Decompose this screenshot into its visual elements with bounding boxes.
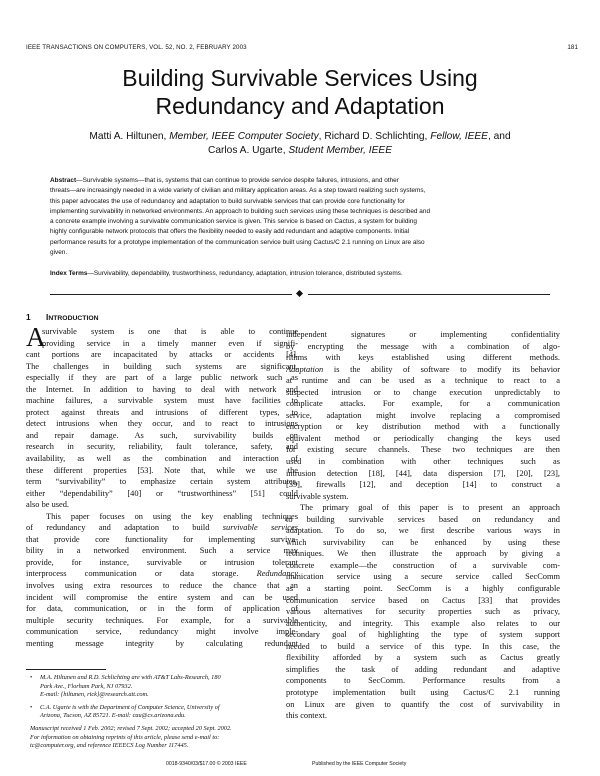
body-line: communication service, redundancy might involve imple- (26, 627, 298, 637)
body-line: availability, as well as the combination and interaction of (26, 454, 298, 464)
body-line: cant portions are incapacitated by attacks or accidents [4]. (26, 350, 298, 360)
body-line: multiple security techniques. For example, for a survivable (26, 615, 298, 625)
section-heading (26, 312, 99, 322)
body-line: at runtime and can be used as a technique to react to a (286, 376, 560, 386)
body-line: on Linux are given to quantify the cost of survivability in (286, 699, 560, 709)
body-line: complicate attacks. For example, for a communication (286, 399, 560, 409)
abstract-line: implementing survivability in networked environments. An approach to building such services using these techniques is described and (50, 207, 431, 215)
divider-rule-left (50, 294, 292, 295)
body-line: of redundancy and adaptation to build survivable services (26, 523, 298, 533)
body-line: communication service based on Cactus [33] that provides (286, 595, 560, 605)
body-line: these different properties [53]. Note that, while we use the (26, 465, 298, 475)
author-1-name: Matti A. Hiltunen, (89, 131, 170, 142)
body-line: adaptation. To do so, we first describe various ways in (286, 526, 560, 536)
section-title-initial: I (46, 312, 49, 322)
body-line: independent signatures or implementing confidentiality (286, 330, 560, 339)
abstract-label: Abstract (50, 177, 77, 184)
body-line: detect intrusions when they occur, and to react to intrusions (26, 419, 298, 429)
footnote-line: Park Ave., Florham Park, NJ 07932. (40, 682, 133, 690)
footnote-line: • C.A. Ugarte is with the Department of Computer Science, University of (30, 703, 220, 711)
author-separator: , and (487, 131, 511, 142)
body-line: prototype implementation built using Cactus/C 2.1 running (286, 687, 560, 697)
body-line: encryption or key distribution method with a functionally (286, 422, 560, 432)
body-line: munication service using a secure service called SecComm (286, 572, 560, 582)
abstract-line: a concrete example involving a survivable communication service is given. This service is based on Cactus, a system for building (50, 218, 417, 226)
body-line: by encrypting the message with a combination of algo- (286, 341, 560, 351)
footnotes (30, 674, 298, 751)
body-line: either “dependability” [40] or “trustworthiness” [51] could (26, 488, 298, 498)
body-line: simplifies the task of adding redundant and adaptive (286, 664, 560, 674)
body-line: machine failures, a survivable system must have facilities to (26, 396, 298, 406)
footnote-rule (26, 669, 106, 670)
index-terms (50, 269, 550, 279)
index-terms-text: —Survivability, dependability, trustworthiness, redundancy, adaptation, intrusion tolerance, distributed systems. (87, 270, 403, 277)
body-line: techniques. We then illustrate the approach by giving a (286, 549, 560, 559)
body-line: research in security, reliability, fault tolerance, safety, and (26, 442, 298, 452)
footnote-line: E-mail: {hiltunen, rick}@research.att.com. (40, 691, 149, 699)
abstract-line: Abstract—Survivable systems—that is, systems that can continue to provide service despite failures, intrusions, and other (50, 177, 399, 184)
section-divider (50, 289, 550, 299)
left-column (26, 322, 298, 649)
body-line: The primary goal of this paper is to present an approach (300, 503, 560, 513)
abstract-line: threats—are increasingly needed in a wide variety of civilian and military application areas. As a step toward realizing such systems, (50, 187, 426, 195)
body-line: equivalent method or periodically changing the keys used (286, 433, 560, 443)
body-line: and repair damage. As such, survivability builds on (26, 430, 298, 440)
body-line: especially if they are part of a large public network such as (26, 373, 298, 383)
body-line: intrusion detection [18], [44], data dispersion [7], [20], [23], (286, 468, 560, 478)
paper-title (40, 64, 560, 120)
body-line: The challenges in building such systems are significant, (26, 361, 298, 371)
diamond-icon (296, 290, 303, 297)
section-number: 1 (26, 312, 31, 322)
section-title-rest: NTRODUCTION (48, 315, 99, 322)
body-line: service, adaptation might involve replacing a compromised (286, 410, 560, 420)
abstract-line: this paper advocates the use of redundancy and adaptation to build survivable services that can provide core functionality for (50, 197, 405, 205)
body-line: provide, for instance, survivable or intrusion tolerant (26, 557, 298, 567)
author-2-name: , Richard D. Schlichting, (318, 131, 431, 142)
body-line: Adaptation is the ability of software to modify its behavior (286, 364, 560, 374)
title-line-2: Redundancy and Adaptation (155, 93, 445, 119)
author-3-affiliation: Student Member, IEEE (288, 145, 393, 156)
index-terms-label: Index Terms (50, 270, 88, 277)
body-line: needed to build a service of this type. In this case, the (286, 641, 560, 651)
body-line: suspected intrusion or to change execution unpredictably to (286, 387, 560, 397)
manuscript-line: Manuscript received 1 Feb. 2002; revised 7 Sept. 2002; accepted 20 Sept. 2002. (30, 724, 232, 732)
body-line: menting message integrity by calculating redundant (26, 638, 298, 648)
body-line: concrete example—the construction of a survivable com- (286, 560, 560, 570)
body-line: that provide core functionality for implementing surviva- (26, 534, 298, 544)
author-line-1 (89, 131, 510, 142)
body-line: this context. (286, 711, 327, 721)
title-line-1: Building Survivable Services Using (122, 65, 478, 91)
body-line: flexibility afforded by a system such as Cactus greatly (286, 653, 560, 663)
body-line: as a starting point. SecComm is a highly configurable (286, 584, 560, 594)
footnote-line: • M.A. Hiltunen and R.D. Schlichting are with AT&T Labs-Research, 180 (30, 674, 221, 681)
body-line: term “survivability” to emphasize certain system attributes, (26, 477, 298, 487)
body-line: also be used. (26, 500, 70, 510)
publisher-line: Published by the IEEE Computer Society (312, 761, 407, 767)
body-line: components to SecComm. Performance results from a (286, 676, 560, 686)
right-column (286, 329, 560, 722)
body-line: authenticity, and integrity. This example also relates to our (286, 618, 560, 628)
abstract (50, 176, 550, 258)
page-number: 181 (567, 44, 578, 51)
body-line: used in combination with other techniques such as (286, 457, 560, 467)
body-line: survivable system is one that is able to continue (42, 327, 298, 336)
author-1-affiliation: Member, IEEE Computer Society (169, 131, 319, 142)
abstract-line: performance results for a prototype implementation of the communication service built using Cactus/C 2.1 running on Linux are also (50, 238, 425, 246)
abstract-line: highly configurable network protocols that offers the flexibility needed to easily add redundant and adaptive components. Initial (50, 228, 410, 236)
body-line: interprocess communication or data storage. Redundancy (26, 569, 298, 579)
author-list (40, 130, 560, 158)
body-line: This paper focuses on using the key enabling techniques (46, 511, 298, 521)
issn-copyright: 0018-9340/03/$17.00 © 2003 IEEE (166, 761, 247, 767)
divider-rule-right (308, 294, 550, 295)
footnote-line: Arizona, Tucson, AZ 85721. E-mail: cau@cs.arizona.edu. (40, 712, 186, 720)
body-line: incident will compromise the entire system and can be used (26, 592, 298, 602)
abstract-line: given. (50, 249, 68, 257)
drop-cap: A (26, 322, 46, 352)
body-line: for existing secure channels. These two techniques are then (286, 445, 560, 455)
body-line: for data, communication, or in the form of application of (26, 604, 298, 614)
author-line-2 (208, 145, 392, 156)
body-line: protect against threats and intrusions of different types, to (26, 407, 298, 417)
author-2-affiliation: Fellow, IEEE (430, 131, 488, 142)
manuscript-line: tc@computer.org, and reference IEEECS Log Number 117445. (30, 742, 189, 750)
body-line: involves using extra resources to reduce the chance that an (26, 581, 298, 591)
body-line: which survivability can be enhanced by using these (286, 537, 560, 547)
author-3-name: Carlos A. Ugarte, (207, 145, 289, 156)
body-line: rithms with keys established using different methods. (286, 353, 560, 363)
body-line: survivable system. (286, 491, 349, 501)
bullet-icon: • (30, 703, 33, 711)
body-line: bility in a networked environment. Such a service may (26, 546, 298, 556)
body-line: to building survivable services based on redundancy and (286, 514, 560, 524)
bullet-icon: • (30, 674, 33, 681)
body-line: [39], firewalls [12], and deception [14] to construct a (286, 480, 560, 490)
manuscript-line: For information on obtaining reprints of this article, please send e-mail to: (30, 733, 220, 741)
body-line: various alternatives for security properties such as privacy, (286, 607, 560, 617)
body-line: providing service in a timely manner even if signifi- (42, 338, 298, 348)
body-line: secondary goal of highlighting the type of system support (286, 630, 560, 640)
journal-info: IEEE TRANSACTIONS ON COMPUTERS, VOL. 52, NO. 2, FEBRUARY 2003 (26, 44, 247, 51)
body-line: the Internet. In addition to having to deal with network and (26, 384, 298, 394)
